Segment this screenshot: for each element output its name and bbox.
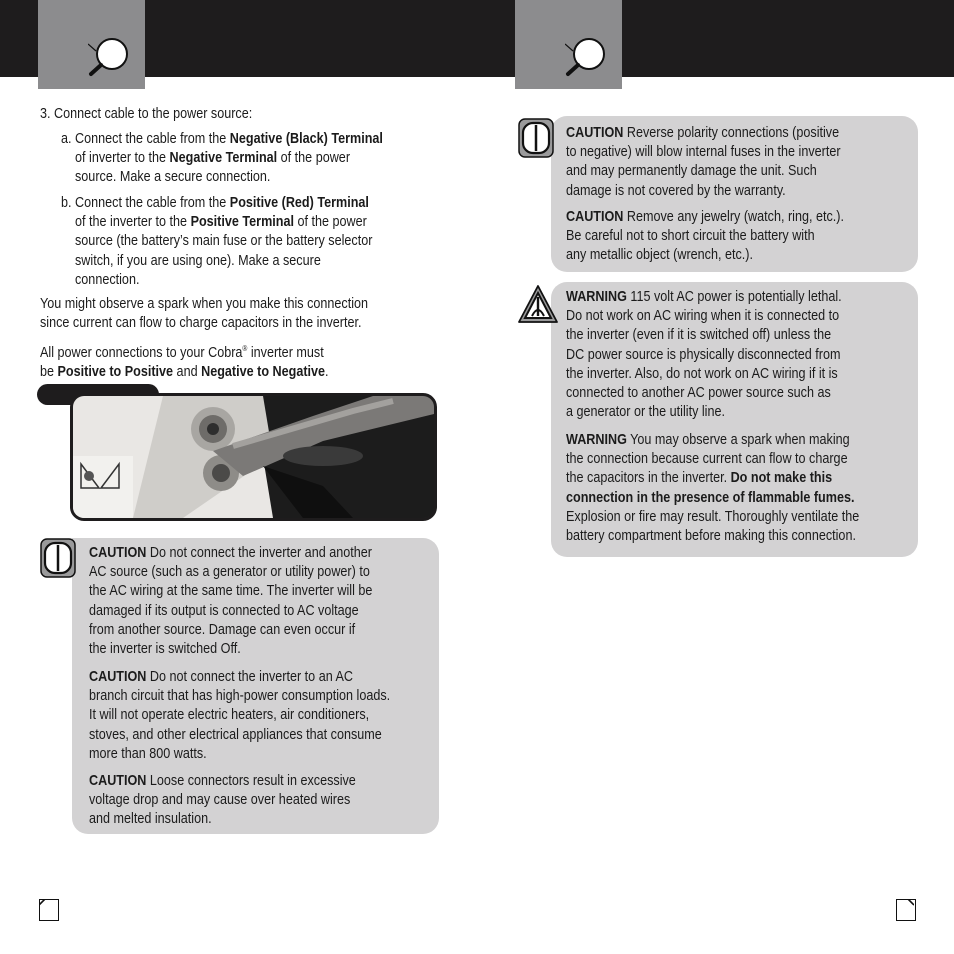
step-3a: a. Connect the cable from the Negative (Black) Terminal of inverter to the Negative Terminal of the power source. Make a secure connection. xyxy=(61,130,383,186)
magnifier-icon xyxy=(565,36,607,78)
section-tab-right xyxy=(515,0,622,89)
page-marker-right xyxy=(896,899,916,921)
caution-left-2: CAUTION Do not connect the inverter to an AC branch circuit that has high-power consumption loads. It will not operate electric heaters, air conditioners, stoves, and other electrical appliances that consume more than 800 watts. xyxy=(89,668,391,762)
battery-connection-photo xyxy=(70,393,437,521)
caution-icon xyxy=(40,538,76,583)
warning-icon xyxy=(517,284,559,331)
caution-right-1: CAUTION Reverse polarity connections (positive to negative) will blow internal fuses in the inverter and may permanently damage the unit. Such damage is not covered by the warranty. xyxy=(566,124,841,199)
caution-left-1: CAUTION Do not connect the inverter and another AC source (such as a generator or utility power) to the AC wiring at the same time. The inverter will be damaged if its output is connected to AC voltage from another source. Damage can even occur if the inverter is switched Off. xyxy=(89,544,373,658)
polarity-note: All power connections to your Cobra® inverter must be Positive to Positive and Negative to Negative. xyxy=(40,344,329,381)
warning-right-2: WARNING You may observe a spark when making the connection because current can flow to charge the capacitors in the inverter. Do not make this connection in the presence of flammable fumes. Explosion or fire may result. Thoroughly ventilate the battery compartment before making this connection. xyxy=(566,431,860,545)
caution-right-2: CAUTION Remove any jewelry (watch, ring, etc.). Be careful not to short circuit the battery with any metallic object (wrench, etc.). xyxy=(566,208,844,264)
warning-right-1: WARNING 115 volt AC power is potentially lethal. Do not work on AC wiring when it is connected to the inverter (even if it is switched off) unless the DC power source is physically disconnected from the inverter. Also, do not work on AC wiring if it is connected to another AC power source such as a generator or the utility line. xyxy=(566,288,842,421)
caution-left-3: CAUTION Loose connectors result in excessive voltage drop and may cause over heated wires and melted insulation. xyxy=(89,772,356,828)
section-tab-left xyxy=(38,0,145,89)
spark-note: You might observe a spark when you make this connection since current can flow to charge capacitors in the inverter. xyxy=(40,295,369,332)
page-marker-left xyxy=(39,899,59,921)
magnifier-icon xyxy=(88,36,130,78)
step-3: 3. Connect cable to the power source: xyxy=(40,105,253,122)
step-3b: b. Connect the cable from the Positive (Red) Terminal of the inverter to the Positive Terminal of the power source (the battery’s main fuse or the battery selector switch, if you are using one). Make a secure connection. xyxy=(61,194,373,288)
caution-icon xyxy=(518,118,554,163)
